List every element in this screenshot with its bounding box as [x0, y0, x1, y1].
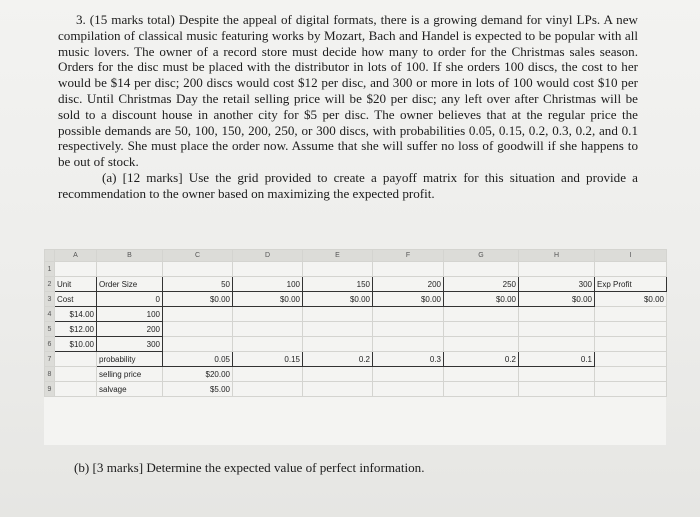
cell [444, 382, 519, 397]
demand-header: 250 [444, 277, 519, 292]
demand-header: 150 [303, 277, 373, 292]
exp-profit-header: Exp Profit [595, 277, 667, 292]
spreadsheet-grid [44, 249, 666, 445]
order-size-value: 200 [97, 322, 163, 337]
cell [303, 382, 373, 397]
unit-cost-value: $10.00 [55, 337, 97, 352]
cell [303, 322, 373, 337]
cell [97, 262, 163, 277]
cell [303, 367, 373, 382]
cell [595, 337, 667, 352]
payoff-cell: $0.00 [444, 292, 519, 307]
cell [444, 322, 519, 337]
cell [595, 307, 667, 322]
demand-header: 200 [373, 277, 444, 292]
cell [444, 262, 519, 277]
cell [233, 337, 303, 352]
table-row [45, 262, 667, 277]
table-row [45, 382, 667, 397]
col-header-a: A [55, 250, 97, 262]
cell [303, 307, 373, 322]
unit-label: Unit [55, 277, 97, 292]
cell [595, 382, 667, 397]
cell [55, 367, 97, 382]
col-header-e: E [303, 250, 373, 262]
row-number: 9 [45, 382, 55, 397]
row-number: 5 [45, 322, 55, 337]
cell [373, 307, 444, 322]
order-size-value: 300 [97, 337, 163, 352]
salvage-label: salvage [97, 382, 163, 397]
col-header-g: G [444, 250, 519, 262]
exp-profit-cell: $0.00 [595, 292, 667, 307]
unit-cost-value: $12.00 [55, 322, 97, 337]
demand-header: 100 [233, 277, 303, 292]
row-number: 7 [45, 352, 55, 367]
problem-intro: 3. (15 marks total) Despite the appeal of digital formats, there is a growing demand for vinyl LPs. A new compilation of classical music featuring works by Mozart, Bach and Handel is expected to be popular with all music lovers. The owner of a record store must decide how many to order for the Christmas sales season. Orders for the disc must be placed with the distributor in lots of 100. If she orders 100 discs, the cost to her would be $14 per disc; 200 discs would cost $12 per disc, and 300 or more in lots of 100 would cost $10 per disc. Until Christmas Day the retail selling price will be $20 per disc; any left over after Christmas will be sold to a discount house in another city for $5 per disc. The owner believes that at the regular price the possible demands are 50, 100, 150, 200, 250, or 300 discs, with probabilities 0.05, 0.15, 0.2, 0.3, 0.2, and 0.1 respectively. She must place the order now. Assume that she will suffer no loss of goodwill if she happens to be out of stock. [58, 12, 638, 170]
cell [373, 367, 444, 382]
payoff-cell: $0.00 [233, 292, 303, 307]
row-number: 2 [45, 277, 55, 292]
probability-value: 0.2 [444, 352, 519, 367]
cell [444, 367, 519, 382]
cell [595, 322, 667, 337]
column-header-row [45, 250, 667, 262]
cell [303, 337, 373, 352]
cell [163, 337, 233, 352]
probability-value: 0.2 [303, 352, 373, 367]
part-a-question: (a) [12 marks] Use the grid provided to create a payoff matrix for this situation and provide a recommendation to the owner based on maximizing the expected profit. [58, 169, 638, 201]
payoff-cell: $0.00 [373, 292, 444, 307]
cell [444, 337, 519, 352]
cell [373, 337, 444, 352]
cell [595, 262, 667, 277]
cell [233, 367, 303, 382]
demand-header: 300 [519, 277, 595, 292]
row-number: 8 [45, 367, 55, 382]
cell [373, 322, 444, 337]
cell [163, 322, 233, 337]
row-number: 3 [45, 292, 55, 307]
probability-value: 0.3 [373, 352, 444, 367]
row-number: 6 [45, 337, 55, 352]
cell [519, 337, 595, 352]
table-row [45, 322, 667, 337]
demand-header: 50 [163, 277, 233, 292]
cell [233, 262, 303, 277]
cell [55, 262, 97, 277]
probability-label: probability [97, 352, 163, 367]
col-header-d: D [233, 250, 303, 262]
table-row [45, 367, 667, 382]
cell [444, 307, 519, 322]
cell [519, 367, 595, 382]
table-row [45, 352, 667, 367]
order-size-label: Order Size [97, 277, 163, 292]
table-row [45, 307, 667, 322]
col-header-h: H [519, 250, 595, 262]
row-number: 1 [45, 262, 55, 277]
cell [519, 382, 595, 397]
row-number: 4 [45, 307, 55, 322]
cell [163, 262, 233, 277]
unit-cost-value: $14.00 [55, 307, 97, 322]
cell [373, 382, 444, 397]
col-header-f: F [373, 250, 444, 262]
cell [163, 307, 233, 322]
salvage-value: $5.00 [163, 382, 233, 397]
cell [233, 382, 303, 397]
cell [233, 307, 303, 322]
selling-price-label: selling price [97, 367, 163, 382]
table-row [45, 292, 667, 307]
probability-value: 0.15 [233, 352, 303, 367]
corner-cell [45, 250, 55, 262]
cell [519, 307, 595, 322]
cell [595, 367, 667, 382]
cell [519, 262, 595, 277]
cost-label: Cost [55, 292, 97, 307]
col-header-c: C [163, 250, 233, 262]
table-row [45, 337, 667, 352]
cell [595, 352, 667, 367]
cell [55, 352, 97, 367]
selling-price-value: $20.00 [163, 367, 233, 382]
cell [303, 262, 373, 277]
probability-value: 0.05 [163, 352, 233, 367]
probability-value: 0.1 [519, 352, 595, 367]
col-header-i: I [595, 250, 667, 262]
payoff-cell: $0.00 [163, 292, 233, 307]
cell [55, 382, 97, 397]
order-size-value: 0 [97, 292, 163, 307]
cell [519, 322, 595, 337]
payoff-cell: $0.00 [303, 292, 373, 307]
cell [233, 322, 303, 337]
cell [373, 262, 444, 277]
payoff-matrix-table [44, 249, 667, 397]
order-size-value: 100 [97, 307, 163, 322]
payoff-cell: $0.00 [519, 292, 595, 307]
table-row [45, 277, 667, 292]
col-header-b: B [97, 250, 163, 262]
problem-statement [58, 12, 638, 202]
part-b-question: (b) [3 marks] Determine the expected value of perfect information. [74, 460, 425, 475]
